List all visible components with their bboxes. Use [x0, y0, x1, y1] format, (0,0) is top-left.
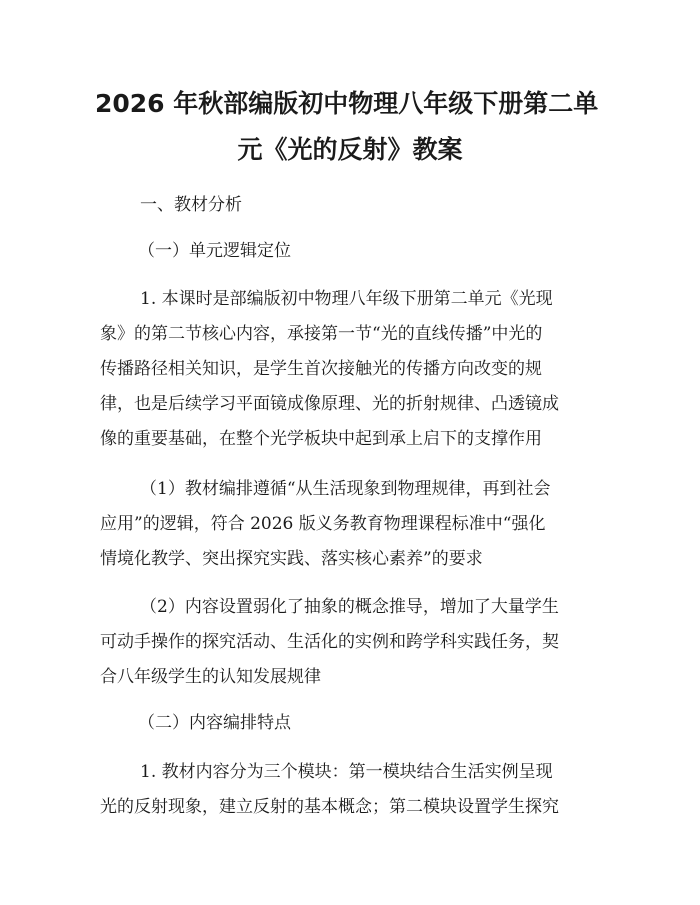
paragraph-line: （1）教材编排遵循“从生活现象到物理规律，再到社会	[140, 479, 551, 499]
paragraph-line: 应用”的逻辑，符合 2026 版义务教育物理课程标准中“强化	[100, 514, 546, 534]
section-heading-textbook-analysis: 一、教材分析	[140, 195, 242, 215]
document-title-line-2: 元《光的反射》教案	[237, 135, 463, 164]
paragraph-line: 1. 本课时是部编版初中物理八年级下册第二单元《光现	[140, 289, 553, 309]
paragraph-line: 可动手操作的探究活动、生活化的实例和跨学科实践任务，契	[100, 632, 559, 652]
paragraph-line: 1. 教材内容分为三个模块：第一模块结合生活实例呈现	[140, 762, 553, 782]
subsection-heading-content-features: （二）内容编排特点	[138, 713, 291, 733]
paragraph-line: 情境化教学、突出探究实践、落实核心素养”的要求	[100, 549, 483, 569]
subsection-heading-unit-positioning: （一）单元逻辑定位	[138, 241, 291, 261]
paragraph-3	[100, 590, 600, 695]
paragraph-line: 传播路径相关知识，是学生首次接触光的传播方向改变的规	[100, 359, 542, 379]
paragraph-2	[100, 472, 600, 577]
paragraph-4	[100, 755, 600, 825]
paragraph-line: 像的重要基础，在整个光学板块中起到承上启下的支撑作用	[100, 429, 542, 449]
paragraph-line: 合八年级学生的认知发展规律	[100, 667, 321, 687]
paragraph-line: 象》的第二节核心内容，承接第一节“光的直线传播”中光的	[100, 324, 543, 344]
paragraph-line: 律，也是后续学习平面镜成像原理、光的折射规律、凸透镜成	[100, 394, 559, 414]
paragraph-line: （2）内容设置弱化了抽象的概念推导，增加了大量学生	[140, 597, 559, 617]
paragraph-1	[100, 282, 600, 457]
paragraph-line: 光的反射现象，建立反射的基本概念；第二模块设置学生探究	[100, 797, 559, 817]
document-title-line-1: 2026 年秋部编版初中物理八年级下册第二单	[95, 89, 599, 118]
